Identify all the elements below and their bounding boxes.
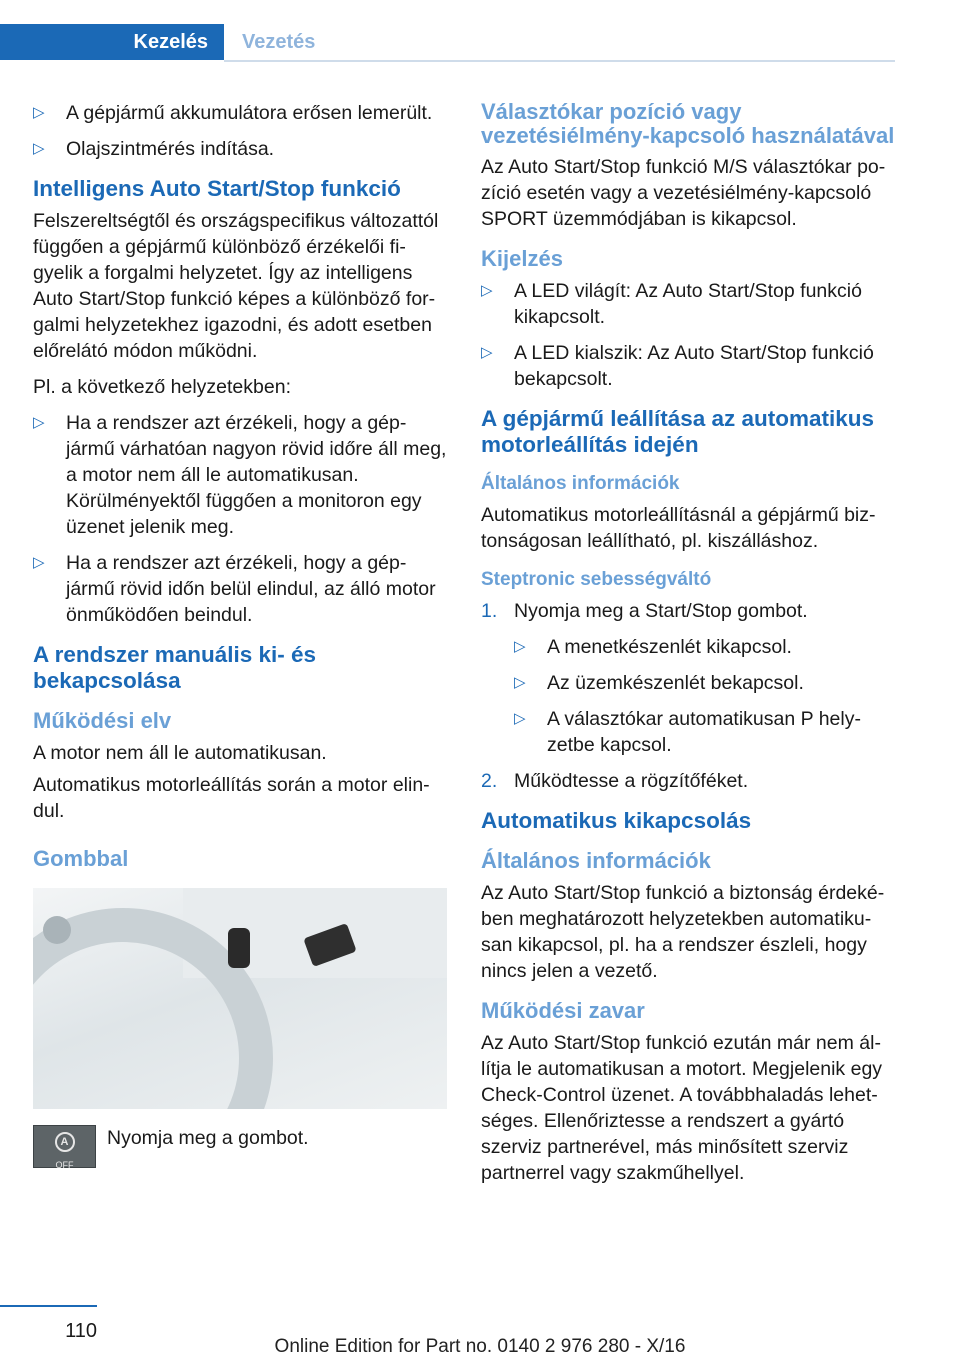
tab-bar bbox=[0, 24, 895, 62]
heading-selector: Választókar pozíció vagy vezetésiélmény-kapcsoló használatával bbox=[481, 99, 895, 148]
bullet-list-examples bbox=[33, 410, 447, 628]
paragraph: A motor nem áll le automatikusan. bbox=[33, 742, 327, 764]
heading-manual: A rendszer manuális ki- és bekapcsolása bbox=[33, 642, 317, 693]
heading-steptronic: Steptronic sebességváltó bbox=[481, 569, 712, 590]
heading-general-1: Általános információk bbox=[481, 473, 680, 494]
logo-shape bbox=[43, 916, 71, 944]
heading-auto-off: Automatikus kikapcsolás bbox=[481, 808, 752, 833]
paragraph: Automatikus motorleállítás során a motor elindul. bbox=[33, 774, 430, 822]
list-item: 1. Nyomja meg a Start/Stop gombot. ▷ A menetkészenlét kikapcsol. ▷ Az üzemkészenlét bekapcsol. ▷ A választókar automatikusan P helyzetbe kapcsol. bbox=[481, 598, 896, 758]
cockpit-photo bbox=[33, 888, 447, 1109]
paragraph: Az Auto Start/Stop funkció a biztonság érdekében meghatározott helyzetekben automatikusan kikapcsol, pl. ha a rendszer észleli, hogy nincs jelen a vezető. bbox=[481, 882, 885, 982]
heading-general-2: Általános információk bbox=[481, 848, 711, 873]
list-item: ▷ A választókar automatikusan P helyzetbe kapcsol. bbox=[514, 708, 861, 756]
list-item: ▷ A LED világít: Az Auto Start/Stop funkció kikapcsolt. bbox=[481, 280, 862, 328]
paragraph: Automatikus motorleállításnál a gépjármű biztonságosan leállítható, pl. kiszálláshoz. bbox=[481, 504, 876, 552]
stalk-shape bbox=[228, 928, 250, 968]
list-item: 2. Működtesse a rögzítőféket. bbox=[481, 770, 749, 792]
list-item: ▷ A menetkészenlét kikapcsol. bbox=[514, 636, 792, 658]
heading-parking: A gépjármű leállítása az automatikus motorleállítás idején bbox=[481, 406, 875, 457]
triangle-bullet-icon: ▷ bbox=[33, 104, 45, 121]
list-item: ▷ Olajszintmérés indítása. bbox=[33, 138, 275, 160]
auto-start-stop-off-icon: A OFF bbox=[33, 1125, 96, 1168]
tab-divider bbox=[224, 60, 895, 62]
sub-bullet-list bbox=[514, 634, 896, 758]
list-item: ▷ A gépjármű akkumulátora erősen lemerült. bbox=[33, 102, 433, 124]
tab-vezetes[interactable]: Vezetés bbox=[242, 31, 316, 53]
list-item: ▷ Ha a rendszer azt érzékeli, hogy a gépjármű rövid időn belül elindul, az álló motor önműködően beindul. bbox=[33, 552, 436, 626]
right-column bbox=[481, 100, 896, 1196]
triangle-bullet-icon: ▷ bbox=[514, 674, 526, 691]
triangle-bullet-icon: ▷ bbox=[514, 638, 526, 655]
heading-principle: Működési elv bbox=[33, 708, 172, 733]
triangle-bullet-icon: ▷ bbox=[481, 282, 493, 299]
page-number-rule bbox=[0, 1305, 97, 1307]
list-item: ▷ Az üzemkészenlét bekapcsol. bbox=[514, 672, 804, 694]
paragraph: Az Auto Start/Stop funkció ezután már nem állítja le automatikusan a motort. Megjelenik egy Check-Control üzenet. A továbbhaladás lehetséges. Ellenőriztesse a rendszert a gyártó szerviz partnerével, más minősített szerviz partnerrel vagy szakműhellyel. bbox=[481, 1032, 883, 1184]
page-number: 110 bbox=[65, 1320, 97, 1342]
paragraph: Felszereltségtől és országspecifikus változattól függően a gépjármű különböző érzékelői figyelik a forgalmi helyzetet. Így az intelligens Auto Start/Stop funkció képes a különböző forgalmi helyzetekhez igazodni, és adott esetben előrelátó módon működni. bbox=[33, 210, 439, 362]
tab-kezeles[interactable]: Kezelés bbox=[0, 24, 224, 60]
button-instruction-text: Nyomja meg a gombot. bbox=[107, 1127, 309, 1149]
heading-button: Gombbal bbox=[33, 846, 129, 871]
numbered-steps bbox=[481, 598, 896, 794]
heading-display: Kijelzés bbox=[481, 246, 563, 271]
triangle-bullet-icon: ▷ bbox=[481, 344, 493, 361]
footer-edition: Online Edition for Part no. 0140 2 976 280 - X/16 bbox=[274, 1336, 686, 1357]
triangle-bullet-icon: ▷ bbox=[33, 140, 45, 157]
step-number: 2. bbox=[481, 770, 498, 792]
button-instruction bbox=[33, 1125, 447, 1185]
heading-fault: Működési zavar bbox=[481, 998, 645, 1023]
triangle-bullet-icon: ▷ bbox=[33, 414, 45, 431]
paragraph: Pl. a következő helyzetekben: bbox=[33, 376, 291, 398]
bullet-list-top bbox=[33, 100, 447, 162]
list-item: ▷ A LED kialszik: Az Auto Start/Stop funkció bekapcsolt. bbox=[481, 342, 874, 390]
triangle-bullet-icon: ▷ bbox=[33, 554, 45, 571]
triangle-bullet-icon: ▷ bbox=[514, 710, 526, 727]
bullet-list-display bbox=[481, 278, 896, 392]
left-column bbox=[33, 100, 447, 1185]
paragraph: Az Auto Start/Stop funkció M/S választókar pozíció esetén vagy a vezetésiélmény-kapcsoló SPORT üzemmódjában is kikapcsol. bbox=[481, 156, 886, 230]
list-item: ▷ Ha a rendszer azt érzékeli, hogy a gépjármű várhatóan nagyon rövid időre áll meg, a motor nem áll le automatikusan. Körülményektől függően a monitoron egy üzenet jelenik meg. bbox=[33, 412, 447, 538]
step-number: 1. bbox=[481, 600, 498, 622]
heading-intelligent: Intelligens Auto Start/Stop funkció bbox=[33, 176, 401, 201]
